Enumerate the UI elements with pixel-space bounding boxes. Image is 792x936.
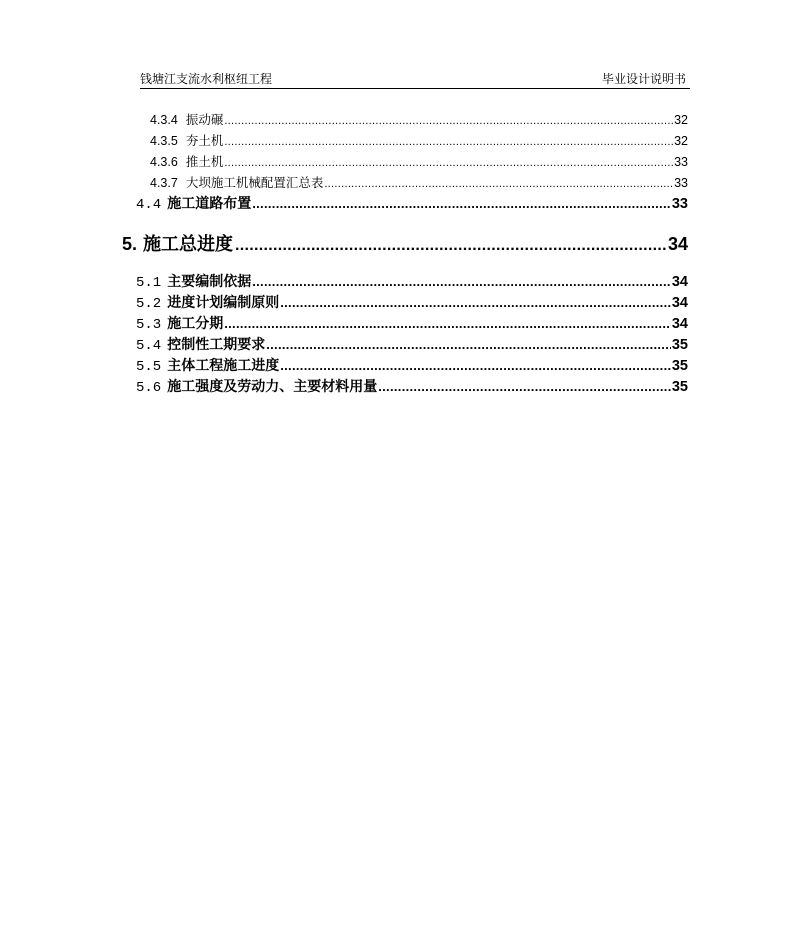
toc-entry-5-1[interactable] <box>136 271 688 291</box>
toc-entry-5-3[interactable] <box>136 313 688 333</box>
toc-entry-number: 4.3.6 <box>150 155 178 169</box>
toc-entry-number: 4.3.4 <box>150 113 178 127</box>
toc-entry-title: 振动碾 <box>185 113 224 127</box>
toc-entry-title: 主要编制依据 <box>167 274 252 290</box>
toc-dot-leader <box>324 178 673 190</box>
toc-page-number: 35 <box>671 379 688 395</box>
toc-entry-number: 5.4 <box>136 338 162 354</box>
toc-entry-4-3-5[interactable] <box>150 131 688 149</box>
toc-entry-4-3-7[interactable] <box>150 173 688 191</box>
toc-chapter-5[interactable] <box>122 230 688 256</box>
toc-entry-5-5[interactable] <box>136 355 688 375</box>
toc-entry-5-2[interactable] <box>136 292 688 312</box>
toc-dot-leader <box>266 337 671 352</box>
toc-entry-title: 夯土机 <box>185 134 224 148</box>
toc-dot-leader <box>224 157 673 169</box>
toc-dot-leader <box>235 237 666 255</box>
toc-page-number: 33 <box>674 176 688 190</box>
toc-entry-title: 大坝施工机械配置汇总表 <box>185 176 324 190</box>
toc-page-number: 34 <box>667 234 688 254</box>
page-header <box>140 68 690 89</box>
toc-dot-leader <box>280 295 671 310</box>
toc-dot-leader <box>378 379 671 394</box>
toc-entry-number: 5.1 <box>136 275 162 291</box>
toc-chapter-title: 施工总进度 <box>143 234 234 255</box>
toc-dot-leader <box>224 316 671 331</box>
toc-page-number: 33 <box>671 196 688 212</box>
toc-dot-leader <box>280 358 671 373</box>
toc-page-number: 33 <box>674 155 688 169</box>
toc-dot-leader <box>224 136 673 148</box>
toc-entry-number: 5.3 <box>136 317 162 333</box>
toc-entry-5-6[interactable] <box>136 376 688 396</box>
toc-page-number: 32 <box>674 134 688 148</box>
toc-entry-title: 进度计划编制原则 <box>167 295 280 311</box>
toc-entry-4-3-6[interactable] <box>150 152 688 170</box>
toc-page-number: 35 <box>671 358 688 374</box>
header-project-title: 钱塘江支流水利枢纽工程 <box>140 72 273 86</box>
toc-dot-leader <box>252 196 671 211</box>
toc-page-number: 32 <box>674 113 688 127</box>
toc-entry-5-4[interactable] <box>136 334 688 354</box>
toc-entry-title: 施工道路布置 <box>167 196 252 212</box>
toc-entry-number: 5.2 <box>136 296 162 312</box>
toc-dot-leader <box>224 115 673 127</box>
toc-entry-4-4[interactable] <box>136 193 688 213</box>
toc-entry-title: 控制性工期要求 <box>167 337 266 353</box>
toc-page-number: 34 <box>671 316 688 332</box>
toc-entry-number: 4.3.5 <box>150 134 178 148</box>
toc-entry-number: 5.5 <box>136 359 162 375</box>
toc-chapter-number: 5. <box>122 234 138 254</box>
toc-entry-title: 推土机 <box>185 155 224 169</box>
toc-entry-title: 主体工程施工进度 <box>167 358 280 374</box>
toc-entry-number: 4.3.7 <box>150 176 178 190</box>
header-document-type: 毕业设计说明书 <box>601 72 686 86</box>
toc-entry-number: 5.6 <box>136 380 162 396</box>
toc-page-number: 35 <box>671 337 688 353</box>
toc-entry-4-3-4[interactable] <box>150 110 688 128</box>
toc-entry-number: 4.4 <box>136 197 162 213</box>
toc-dot-leader <box>252 274 671 289</box>
toc-entry-title: 施工强度及劳动力、主要材料用量 <box>167 379 378 395</box>
toc-page-number: 34 <box>671 274 688 290</box>
toc-page-number: 34 <box>671 295 688 311</box>
toc-entry-title: 施工分期 <box>167 316 224 332</box>
